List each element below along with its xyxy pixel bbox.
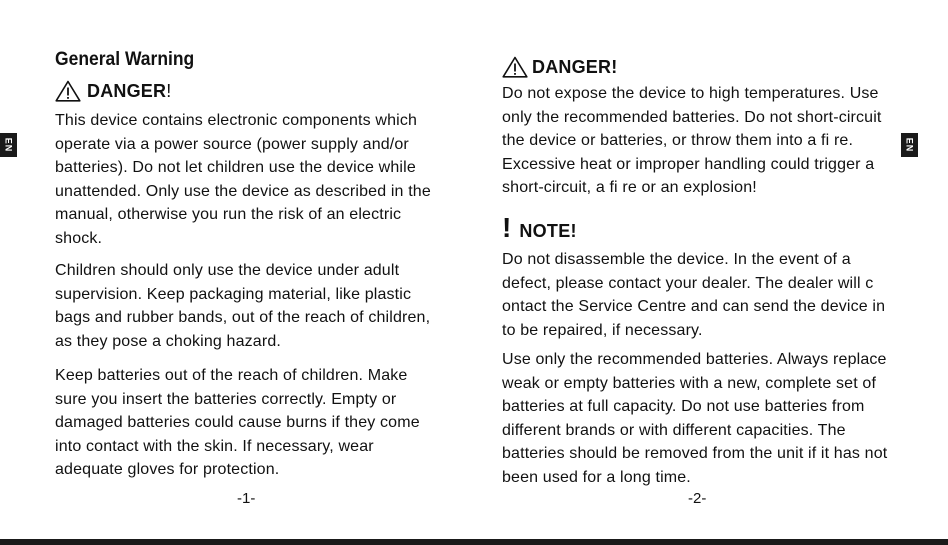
exclamation-icon: ! <box>502 212 512 243</box>
note-label: NOTE! <box>519 221 577 241</box>
danger-exclamation: ! <box>166 80 172 101</box>
danger-paragraph-3: Keep batteries out of the reach of children. Make sure you insert the batteries correctly. Empty or damaged batteries could cause burns if they come into contact with the skin. If necessary, wear adequate gloves for protection. <box>55 367 420 478</box>
danger-label: DANGER <box>87 80 167 101</box>
bottom-rule <box>0 539 948 545</box>
note-paragraph-2: Use only the recommended batteries. Always replace weak or empty batteries with a new, complete set of batteries at full capacity. Do not use batteries from different brands or with different capacities. The batteries should be removed from the unit if it has not been used for a long time. <box>502 351 888 486</box>
section-title: General Warning <box>55 49 195 70</box>
language-tab-left-label: EN <box>3 137 14 153</box>
danger-paragraph-2: Children should only use the device under adult supervision. Keep packaging material, like plastic bags and rubber bands, out of the reach of children, as they pose a choking hazard. <box>55 262 431 350</box>
danger-paragraph-1: This device contains electronic components which operate via a power source (power supply and/or batteries). Do not let children use the device while unattended. Only use the device as described in the manual, otherwise you run the risk of an electric shock. <box>55 112 431 247</box>
page-number: -2- <box>688 490 707 507</box>
danger-paragraph: Do not expose the device to high temperatures. Use only the recommended batteries. Do not short-circuit the device or batteries, or throw them into a fi re. Excessive heat or improper handling could trigger a short-circuit, a fi re or an explosion! <box>502 85 882 196</box>
danger-label: DANGER! <box>532 56 618 77</box>
page-number: -1- <box>237 490 256 507</box>
note-heading <box>502 214 577 242</box>
language-tab-right <box>901 133 918 157</box>
danger-heading <box>55 80 171 102</box>
warning-triangle-icon <box>55 80 81 102</box>
warning-triangle-icon <box>502 56 528 78</box>
note-paragraph-1: Do not disassemble the device. In the event of a defect, please contact your dealer. The dealer will c ontact the Service Centre and can send the device in to be repaired, if necessary. <box>502 251 886 339</box>
danger-heading <box>502 56 617 78</box>
language-tab-right-label: EN <box>904 137 915 153</box>
language-tab-left <box>0 133 17 157</box>
